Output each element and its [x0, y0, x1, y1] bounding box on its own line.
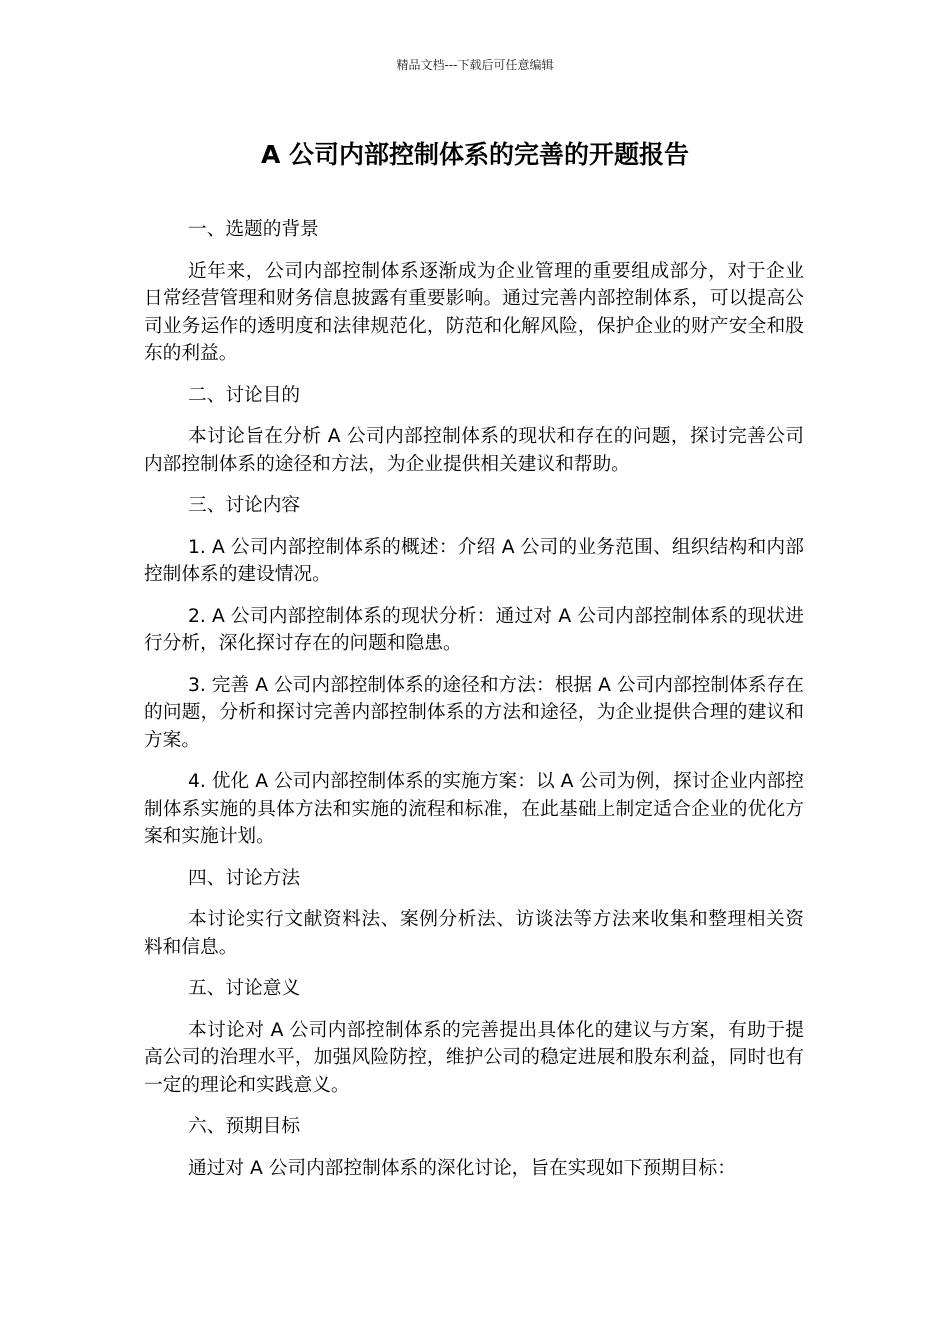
section-heading-significance: 五、讨论意义 [188, 978, 301, 999]
section-heading-purpose: 二、讨论目的 [188, 384, 301, 406]
section-body-purpose: 本讨论旨在分析 A 公司内部控制体系的现状和存在的问题，探讨完善公司内部控制体系的途径和方法，为企业提供相关建议和帮助。 [144, 426, 804, 475]
section-body-significance: 本讨论对 A 公司内部控制体系的完善提出具体化的建议与方案，有助于提高公司的治理水平，加强风险防控，维护公司的稳定进展和股东利益，同时也有一定的理论和实践意义。 [144, 1019, 804, 1096]
header-note: 精品文档---下载后可任意编辑 [396, 58, 554, 72]
section-heading-content: 三、讨论内容 [188, 495, 301, 516]
section-body-goals: 通过对 A 公司内部控制体系的深化讨论，旨在实现如下预期目标： [188, 1157, 736, 1179]
content-item-1: 1. A 公司内部控制体系的概述：介绍 A 公司的业务范围、组织结构和内部控制体系的建设情况。 [144, 536, 804, 585]
section-body-method: 本讨论实行文献资料法、案例分析法、访谈法等方法来收集和整理相关资料和信息。 [144, 909, 804, 958]
content-item-2: 2. A 公司内部控制体系的现状分析：通过对 A 公司内部控制体系的现状进行分析，深化探讨存在的问题和隐患。 [144, 605, 804, 654]
content-item-4: 4. 优化 A 公司内部控制体系的实施方案：以 A 公司为例，探讨企业内部控制体系实施的具体方法和实施的流程和标准，在此基础上制定适合企业的优化方案和实施计划。 [144, 771, 804, 847]
document-body [144, 216, 804, 1182]
content-item-3: 3. 完善 A 公司内部控制体系的途径和方法：根据 A 公司内部控制体系存在的问题，分析和探讨完善内部控制体系的方法和途径，为企业提供合理的建议和方案。 [144, 674, 804, 751]
document-title: A 公司内部控制体系的完善的开题报告 [260, 140, 690, 169]
section-heading-background: 一、选题的背景 [188, 219, 319, 240]
section-heading-goals: 六、预期目标 [188, 1116, 301, 1137]
section-heading-method: 四、讨论方法 [188, 867, 301, 889]
section-body-background: 近年来，公司内部控制体系逐渐成为企业管理的重要组成部分，对于企业日常经营管理和财务信息披露有重要影响。通过完善内部控制体系，可以提高公司业务运作的透明度和法律规范化，防范和化解风险，保护企业的财产安全和股东的利益。 [144, 260, 804, 364]
